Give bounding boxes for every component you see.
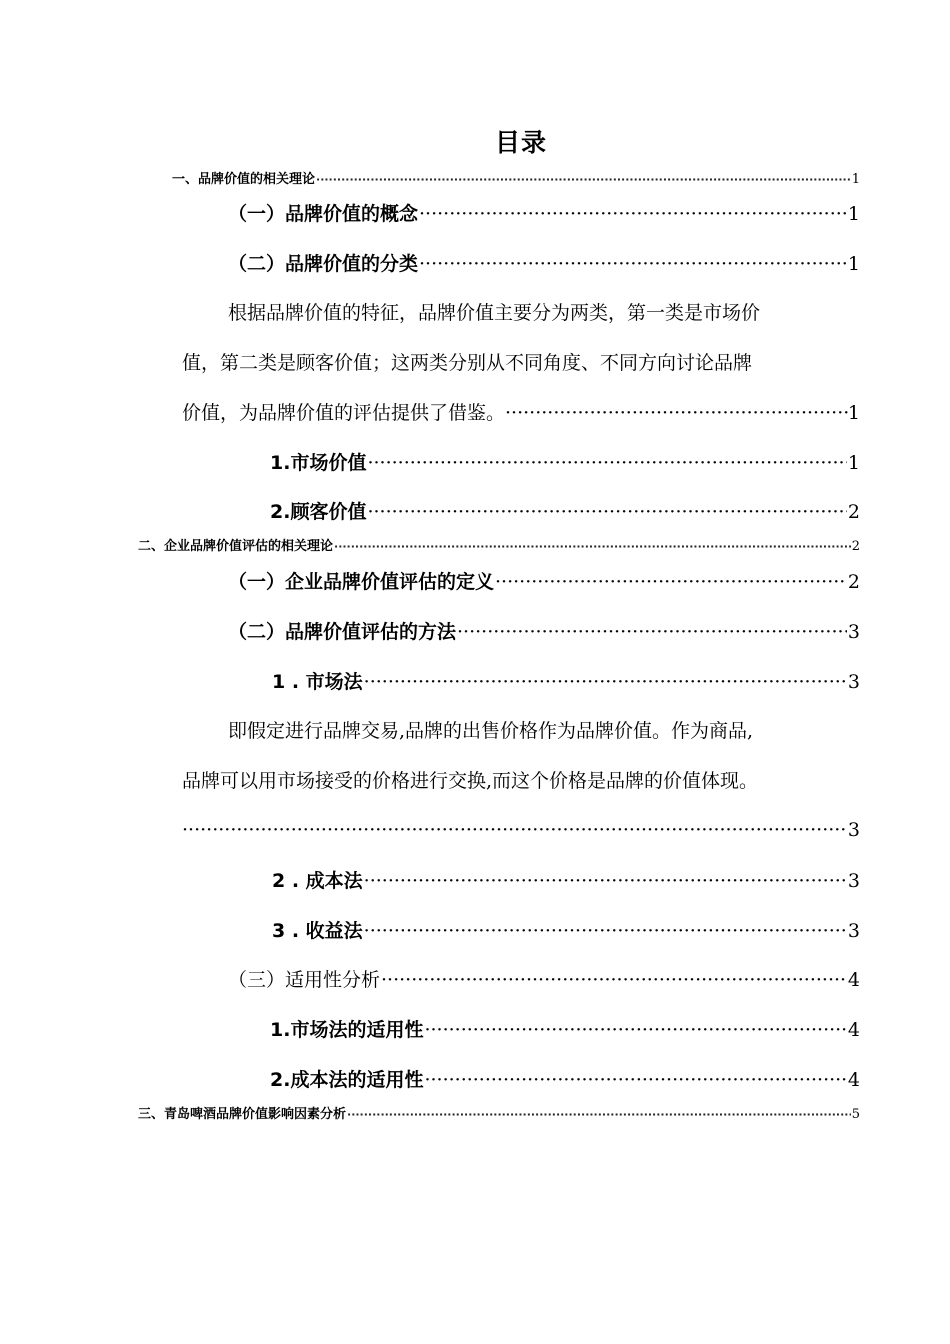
toc-entry[interactable] [182, 818, 860, 842]
toc-page-number: 3 [847, 671, 860, 693]
toc-entry-label: 2 . 成本法 [272, 870, 363, 892]
dot-leader [419, 202, 847, 226]
toc-entry[interactable] [272, 869, 860, 893]
dot-leader [316, 172, 851, 188]
dot-leader [424, 1018, 846, 1042]
toc-entry-label: 二、企业品牌价值评估的相关理论 [138, 539, 334, 554]
dot-leader [419, 252, 847, 276]
toc-page-number: 1 [847, 203, 860, 225]
toc-entry-label: （二）品牌价值的分类 [228, 253, 419, 275]
toc-entry[interactable] [272, 670, 860, 694]
toc-page-number: 2 [851, 539, 860, 554]
toc-entry-label: 3 . 收益法 [272, 920, 363, 942]
toc-page-number: 5 [851, 1107, 860, 1122]
toc-entry[interactable] [270, 500, 860, 524]
toc-entry[interactable] [228, 620, 860, 644]
toc-entry[interactable] [270, 1018, 860, 1042]
toc-page-number: 2 [847, 501, 860, 523]
toc-entry[interactable] [270, 451, 860, 475]
dot-leader [334, 539, 851, 555]
toc-page-number: 1 [847, 452, 860, 474]
toc-entry[interactable] [272, 919, 860, 943]
toc-entry[interactable] [228, 252, 860, 276]
toc-page-number: 1 [847, 253, 860, 275]
toc-page-number: 4 [847, 1019, 860, 1041]
dot-leader [364, 869, 847, 893]
dot-leader [182, 818, 848, 842]
toc-entry[interactable] [172, 172, 860, 188]
dot-leader [367, 500, 846, 524]
toc-paragraph-line: 值，第二类是顾客价值；这两类分别从不同角度、不同方向讨论品牌 [182, 352, 753, 374]
toc-page-number: 4 [847, 1069, 860, 1091]
toc-entry-label: （一）企业品牌价值评估的定义 [228, 571, 495, 593]
toc-page-number: 3 [847, 621, 860, 643]
dot-leader [347, 1107, 851, 1123]
toc-entry-label: 价值，为品牌价值的评估提供了借鉴。 [182, 402, 506, 424]
toc-paragraph-line: 根据品牌价值的特征，品牌价值主要分为两类，第一类是市场价 [228, 302, 761, 324]
toc-page-number: 2 [847, 571, 860, 593]
dot-leader [364, 670, 847, 694]
toc-entry-label: 1.市场价值 [270, 452, 367, 474]
toc-entry[interactable] [228, 570, 860, 594]
dot-leader [424, 1068, 846, 1092]
toc-page-number: 3 [847, 920, 860, 942]
toc-paragraph-line: 即假定进行品牌交易,品牌的出售价格作为品牌价值。作为商品, [228, 720, 754, 742]
toc-entry[interactable] [228, 968, 860, 992]
toc-entry-label: 2.顾客价值 [270, 501, 367, 523]
dot-leader [505, 401, 848, 425]
toc-page-number: 1 [847, 402, 860, 424]
toc-paragraph-line: 品牌可以用市场接受的价格进行交换,而这个价格是品牌的价值体现。 [182, 770, 759, 792]
toc-title: 目录 [494, 128, 547, 157]
toc-entry[interactable] [270, 1068, 860, 1092]
dot-leader [457, 620, 847, 644]
toc-entry-label: （三）适用性分析 [228, 969, 381, 991]
dot-leader [367, 451, 846, 475]
toc-entry-label: 一、品牌价值的相关理论 [172, 172, 316, 187]
toc-entry-label: （一）品牌价值的概念 [228, 203, 419, 225]
toc-entry[interactable] [138, 539, 860, 555]
toc-page-number: 3 [847, 870, 860, 892]
toc-entry[interactable] [182, 401, 860, 425]
toc-entry-label: 三、青岛啤酒品牌价值影响因素分析 [138, 1107, 347, 1122]
dot-leader [381, 968, 847, 992]
toc-entry-label: （二）品牌价值评估的方法 [228, 621, 457, 643]
toc-entry-label: 1 . 市场法 [272, 671, 363, 693]
dot-leader [364, 919, 847, 943]
dot-leader [495, 570, 847, 594]
toc-page-number: 3 [847, 819, 860, 841]
toc-entry[interactable] [228, 202, 860, 226]
toc-entry-label: 1.市场法的适用性 [270, 1019, 424, 1041]
toc-entry-label: 2.成本法的适用性 [270, 1069, 424, 1091]
toc-page-number: 4 [847, 969, 860, 991]
toc-page-number: 1 [851, 172, 860, 187]
toc-entry[interactable] [138, 1107, 860, 1123]
